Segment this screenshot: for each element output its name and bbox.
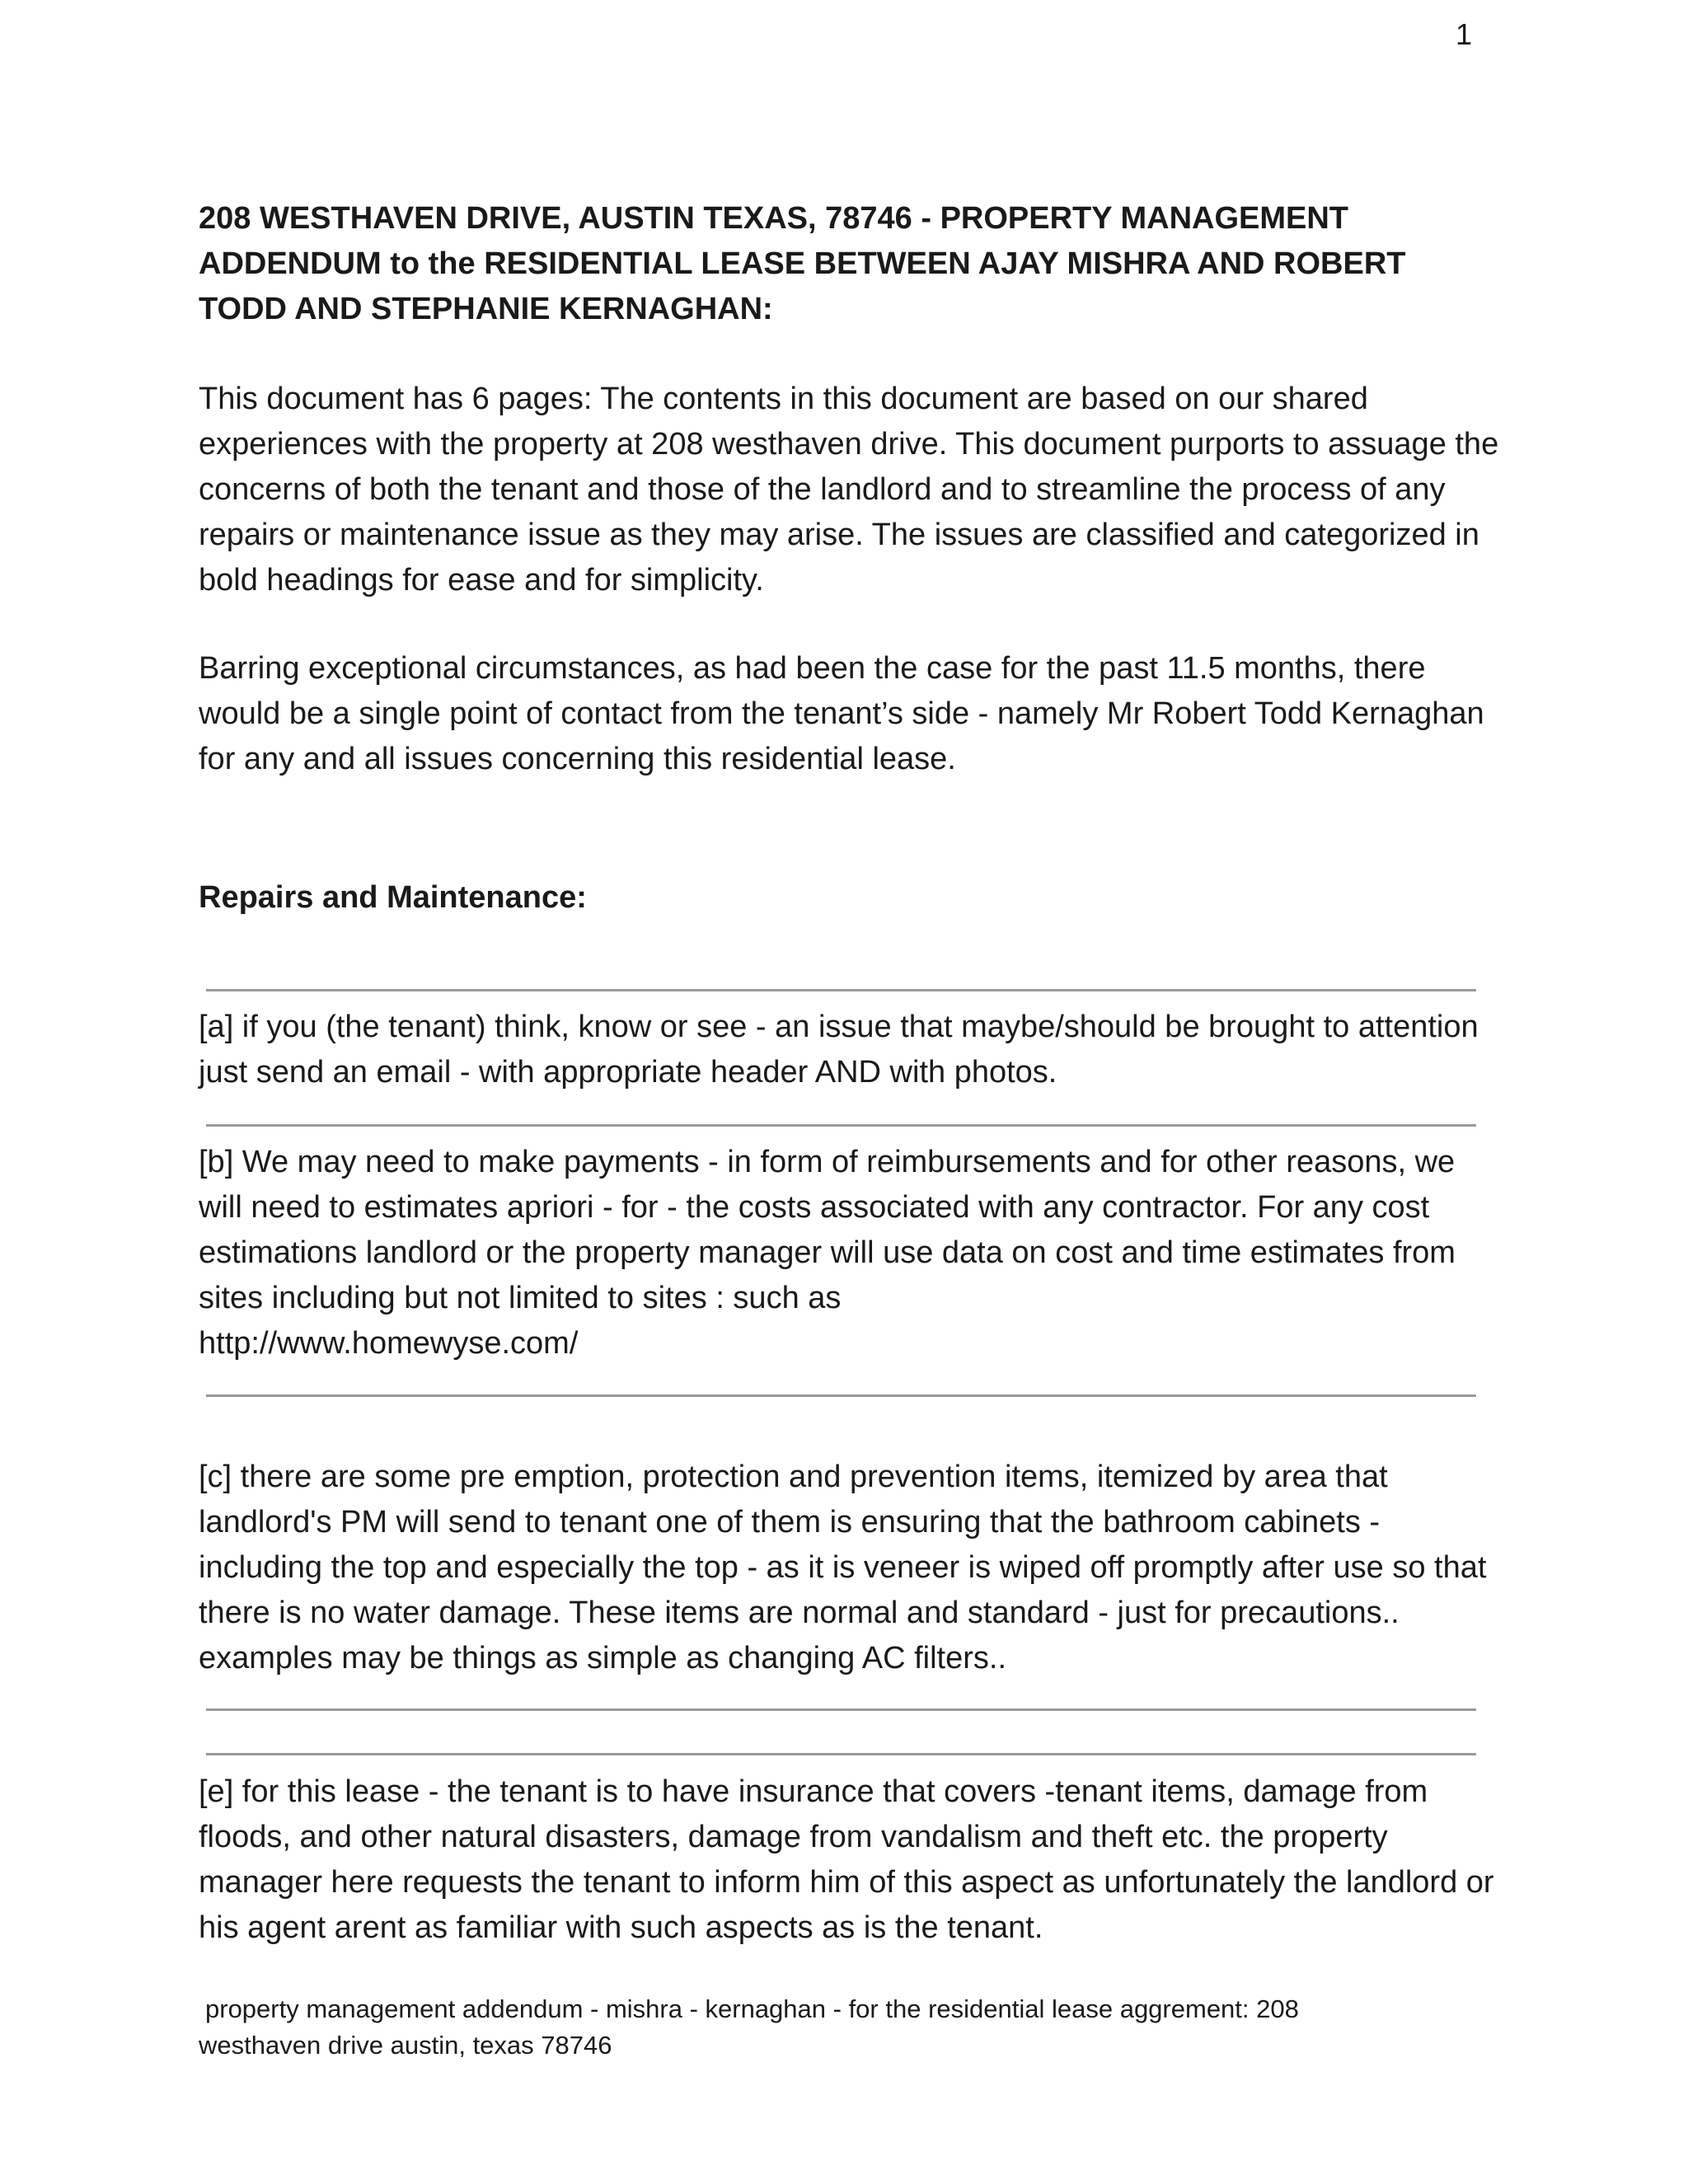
intro-paragraph: This document has 6 pages: The contents in this document are based on our shared experiences with the property at 208 westhaven drive. This document purports to assuage the concerns of both the tenant and those of the landlord and to streamline the process of any repairs or maintenance issue as they may arise. The issues are classified and categorized in bold headings for ease and for simplicity. xyxy=(199,382,1499,598)
divider-rule xyxy=(206,1124,1476,1127)
item-c-paragraph: [c] there are some pre emption, protection and prevention items, itemized by area that landlord's PM will send to tenant one of them is ensuring that the bathroom cabinets - including the top and especially the top - as it is veneer is wiped off promptly after use so that there is no water damage. These items are normal and standard - just for precautions.. examples may be things as simple as changing AC filters.. xyxy=(199,1460,1487,1675)
divider-rule xyxy=(206,1394,1476,1397)
homewyse-link: http://www.homewyse.com/ xyxy=(199,1326,579,1361)
item-a-paragraph: [a] if you (the tenant) think, know or see - an issue that maybe/should be brought to attention just send an email - with appropriate header AND with photos. xyxy=(199,1010,1479,1090)
section-heading-repairs: Repairs and Maintenance: xyxy=(199,880,587,915)
item-e-paragraph: [e] for this lease - the tenant is to have insurance that covers -tenant items, damage from floods, and other natural disasters, damage from vandalism and theft etc. the property manager here requests the tenant to inform him of this aspect as unfortunately the landlord or his agent arent as familiar with such aspects as is the tenant. xyxy=(199,1774,1494,1945)
footer-line-2: westhaven drive austin, texas 78746 xyxy=(199,2031,612,2060)
footer-line-1: property management addendum - mishra - kernaghan - for the residential lease aggrement: 208 xyxy=(205,1994,1299,2023)
divider-rule xyxy=(206,1753,1476,1755)
item-b-text: [b] We may need to make payments - in form of reimbursements and for other reasons, we will need to estimates apriori - for - the costs associated with any contractor. For any cost estimations landlord or the property manager will use data on cost and time estimates from sites including but not limited to sites : such as xyxy=(199,1145,1456,1315)
divider-rule xyxy=(206,1708,1476,1711)
contact-paragraph: Barring exceptional circumstances, as had been the case for the past 11.5 months, there would be a single point of contact from the tenant’s side - namely Mr Robert Todd Kernaghan for any and all issues concerning this residential lease. xyxy=(199,651,1484,776)
document-title: 208 WESTHAVEN DRIVE, AUSTIN TEXAS, 78746 - PROPERTY MANAGEMENT ADDENDUM to the RESIDENTIAL LEASE BETWEEN AJAY MISHRA AND ROBERT TODD AND STEPHANIE KERNAGHAN: xyxy=(199,201,1406,326)
page-number: 1 xyxy=(1456,17,1473,51)
divider-rule xyxy=(206,989,1476,991)
page-footer xyxy=(199,1991,1435,2064)
item-b-paragraph xyxy=(199,1140,1501,1366)
